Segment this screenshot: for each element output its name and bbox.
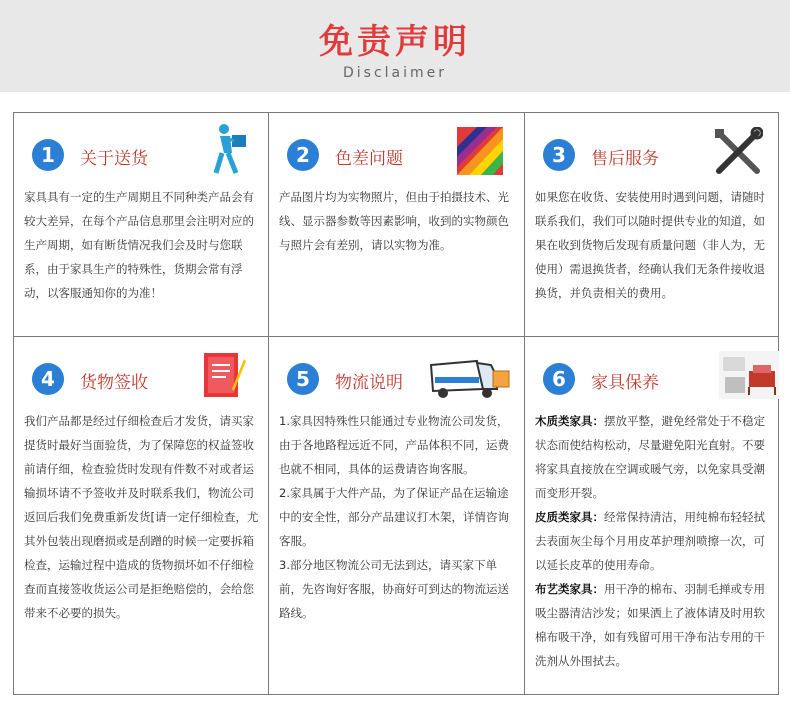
cell-title: 关于送货 — [80, 149, 148, 169]
delivery-person-icon — [202, 123, 250, 179]
furniture-photo-icon — [719, 351, 779, 399]
cell-header — [32, 137, 260, 175]
cell-color-difference — [269, 113, 525, 337]
logistics-paragraph: 3.部分地区物流公司无法到达，请买家下单前，先咨询好客服，协商好可到达的物流运送路线。 — [279, 558, 509, 620]
delivery-van-icon — [427, 353, 511, 401]
cell-header — [287, 137, 516, 175]
cell-title: 色差问题 — [335, 149, 403, 169]
cell-maintenance — [525, 337, 778, 694]
cell-header — [543, 361, 770, 399]
cell-text: 产品图片均为实物照片，但由于拍摄技术、光线、显示器参数等因素影响，收到的实物颜色与照片会有差别，请以实物为准。 — [279, 190, 509, 252]
disclaimer-grid — [13, 112, 779, 695]
cell-after-sales — [525, 113, 778, 337]
cell-title: 售后服务 — [591, 149, 659, 169]
maintenance-item: 皮质类家具：经常保持清洁，用纯棉布轻轻拭去表面灰尘每个月用皮革护理剂喷擦一次，可以延长皮革的使用寿命。 — [535, 510, 765, 572]
header-banner — [0, 0, 790, 92]
cell-delivery — [14, 113, 269, 337]
cell-title: 物流说明 — [335, 373, 403, 393]
cell-header — [543, 137, 770, 175]
color-swatch-icon — [457, 127, 503, 175]
cell-header — [32, 361, 260, 399]
cell-title: 货物签收 — [80, 373, 148, 393]
maintenance-item: 木质类家具：摆放平整，避免经常处于不稳定状态而使结构松动，尽量避免阳光直射。不要将家具直接放在空调或暖气旁，以免家具受潮而变形开裂。 — [535, 414, 765, 500]
notepad-icon — [202, 349, 246, 401]
tools-icon — [713, 127, 763, 177]
maintenance-label: 布艺类家具： — [535, 582, 604, 596]
cell-text: 我们产品都是经过仔细检查后才发货，请买家提货时最好当面验货，为了保障您的权益签收前请仔细，检查验货时发现有件数不对或者运输损坏请不予签收并及时联系我们，物流公司返回后我们免费重新发货[请一定仔细检查，尤其外包装出现磨损或是刮蹭的时候一定要拆箱检查，运输过程中造成的货物损坏如不仔细检查而直接签收货运公司是拒绝赔偿的，会给您带来不必要的损失。 — [24, 414, 259, 620]
maintenance-label: 木质类家具： — [535, 414, 604, 428]
cell-text — [535, 409, 770, 673]
maintenance-label: 皮质类家具： — [535, 510, 604, 524]
number-badge: 1 — [32, 139, 64, 171]
number-badge: 3 — [543, 139, 575, 171]
cell-text: 如果您在收货、安装使用时遇到问题，请随时联系我们，我们可以随时提供专业的知道，如果在收到货物后发现有质量问题（非人为，无使用）需退换货者，经确认我们无条件接收退换货，并负责相关的费用。 — [535, 190, 765, 300]
cell-text — [279, 409, 516, 625]
number-badge: 4 — [32, 363, 64, 395]
page-subtitle: Disclaimer — [342, 65, 448, 81]
number-badge: 5 — [287, 363, 319, 395]
logistics-paragraph: 2.家具属于大件产品，为了保证产品在运输途中的安全性，部分产品建议打木架，详情咨询客服。 — [279, 486, 509, 548]
logistics-paragraph: 1.家具因特殊性只能通过专业物流公司发货，由于各地路程远近不同，产品体积不同，运费也就不相同，具体的运费请咨询客服。 — [279, 414, 509, 476]
cell-logistics — [269, 337, 525, 694]
cell-text: 家具具有一定的生产周期且不同种类产品会有较大差异，在每个产品信息那里会注明对应的生产周期，如有断货情况我们会及时与您联系，由于家具生产的特殊性，货期会常有浮动，以客服通知你的为准！ — [24, 190, 254, 300]
page-title: 免责声明 — [319, 22, 471, 62]
number-badge: 6 — [543, 363, 575, 395]
number-badge: 2 — [287, 139, 319, 171]
cell-title: 家具保养 — [591, 373, 659, 393]
maintenance-item: 布艺类家具：用干净的棉布、羽制毛掸或专用吸尘器清洁沙发；如果洒上了液体请及时用软棉布吸干净，如有残留可用干净布沾专用的干洗剂从外围拭去。 — [535, 582, 765, 668]
cell-receipt — [14, 337, 269, 694]
cell-header — [287, 361, 516, 399]
